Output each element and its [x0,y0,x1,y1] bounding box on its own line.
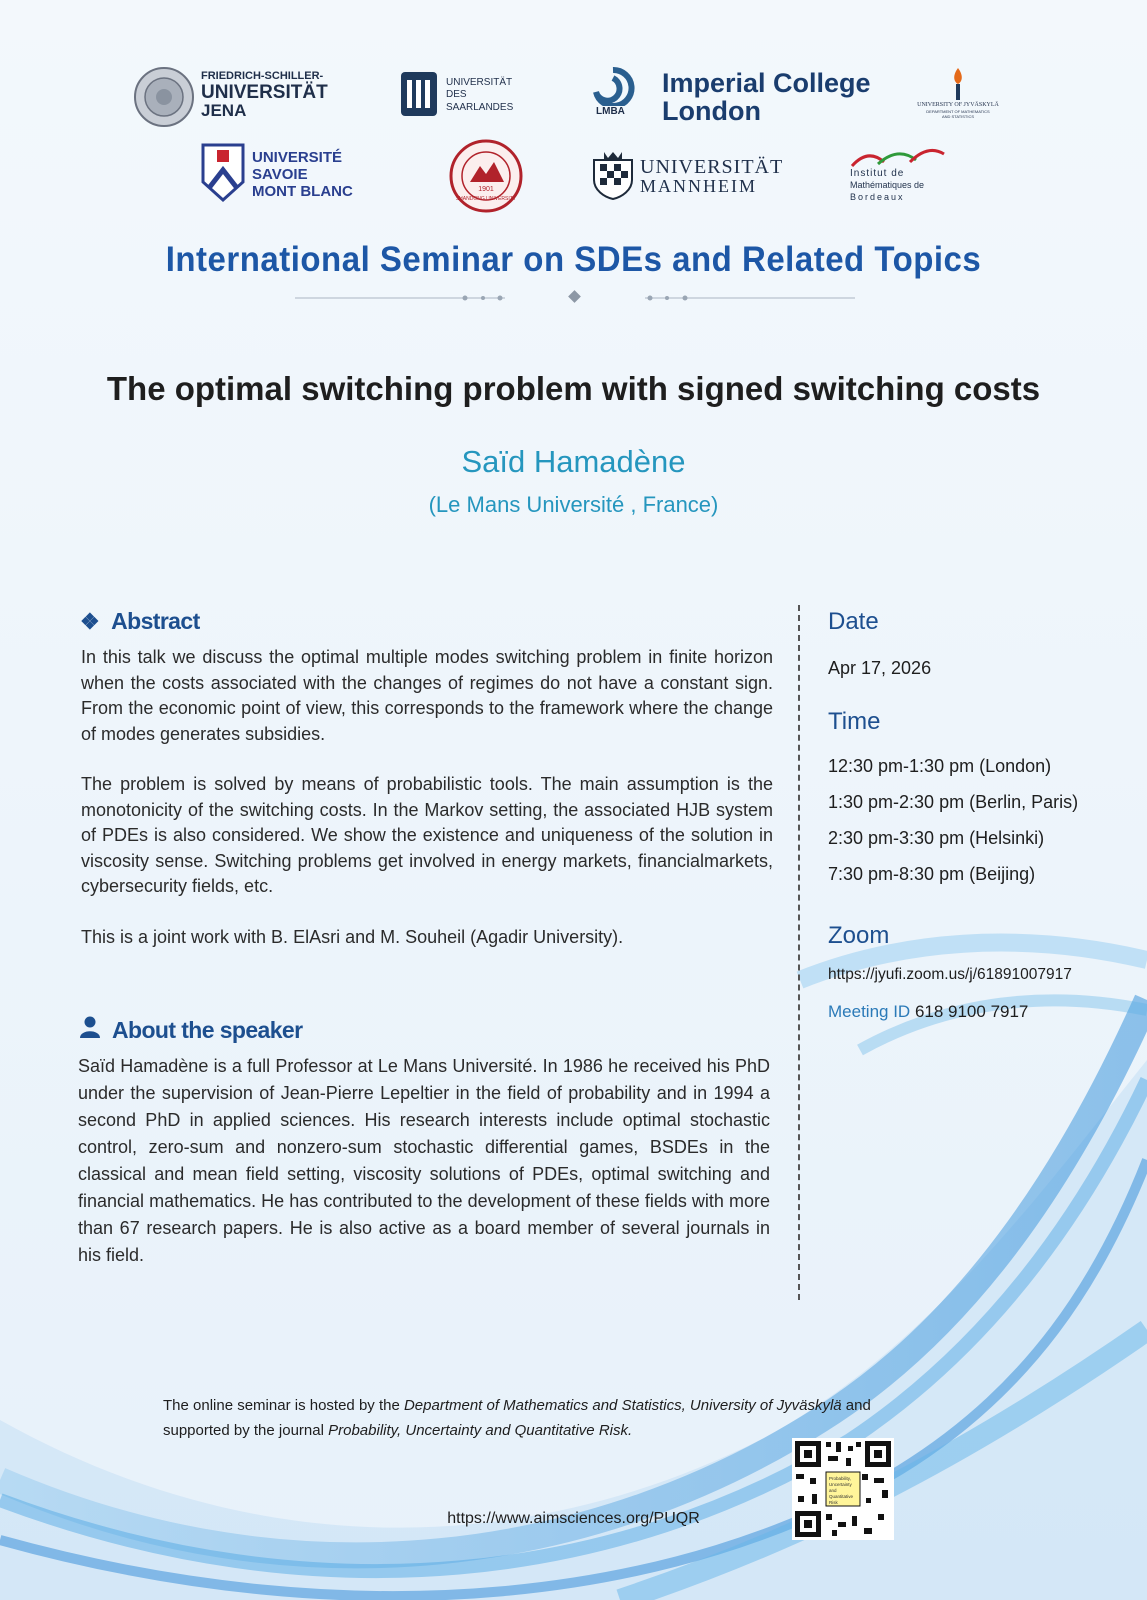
qr-caption-line-3: Quantitative Risk [829,1494,854,1505]
title-ornament-divider [295,290,855,306]
jyvaskyla-line-1: UNIVERSITY OF JYVÄSKYLÄ [917,102,999,108]
saarland-line-2: DES [446,89,467,100]
lmba-swirl-icon [588,66,638,106]
footer-host-department: Department of Mathematics and Statistics, University of Jyväskylä [403,1397,842,1414]
speaker-affiliation: (Le Mans Université , France) [428,492,719,517]
qr-caption-line-1: Probability, [829,1476,851,1481]
abstract-paragraph-2: The problem is solved by means of probabilistic tools. The main assumption is the monotonicity of the switching costs. In the Markov setting, the associated HJB system of PDEs is also considered. We show the existence and uniqueness of the solution in viscosity sense. Switching problems get involved in energy markets, financialmarkets, cybersecurity fields, etc. [81,774,773,896]
column-divider [798,605,800,1300]
savoie-shield-icon [200,142,246,204]
qr-caption-line-2: Uncertainty and [829,1482,852,1493]
mannheim-logo [590,150,800,202]
abstract-heading [80,608,200,635]
bordeaux-arcs-icon [848,144,948,168]
jena-line-3: JENA [201,101,247,120]
jena-line-1: FRIEDRICH-SCHILLER- [201,70,324,82]
about-paragraph: Saïd Hamadène is a full Professor at Le Mans Université. In 1986 he received his PhD under the supervision of Jean-Pierre Lepeltier in the field of probability and in 1994 a second PhD in applied sciences. His research interests include optimal stochastic control, zero-sum and nonzero-sum stochastic differential games, BSDEs in the classical and mean field setting, viscosity solutions of PDEs, optimal switching and financial mathematics. He has contributed to the development of these fields with more than 67 research papers. He is also active as a board member of several journals in his field. [78,1056,770,1265]
time-helsinki: 2:30 pm-3:30 pm (Helsinki) [828,828,1045,848]
journal-url-link[interactable]: https://www.aimsciences.org/PUQR [447,1510,700,1527]
seminar-title: International Seminar on SDEs and Related Topics [165,238,982,279]
zoom-url-link[interactable]: https://jyufi.zoom.us/j/61891007917 [828,966,1072,983]
saarland-line-1: UNIVERSITÄT [446,77,513,88]
time-beijing: 7:30 pm-8:30 pm (Beijing) [828,864,1036,884]
imperial-logo [662,68,872,124]
footer-line-1-suffix: and [841,1397,871,1414]
saarland-line-3: SAARLANDES [446,102,514,113]
lmba-logo [588,66,638,122]
bordeaux-line-2: Mathématiques de [850,180,925,190]
abstract-heading-label: Abstract [111,608,200,634]
mannheim-crest-icon [590,150,636,200]
savoie-line-3: MONT BLANC [252,183,353,200]
jyvaskyla-logo [908,62,1008,122]
savoie-line-2: SAVOIE [252,166,308,183]
savoie-line-1: UNIVERSITÉ [252,149,343,166]
time-london: 12:30 pm-1:30 pm (London) [828,756,1052,776]
meeting-id-label: Meeting ID [828,1002,911,1021]
abstract-paragraph-3: This is a joint work with B. ElAsri and M. Souheil (Agadir University). [81,927,624,947]
talk-title: The optimal switching problem with signed switching costs [106,370,1041,407]
mannheim-line-1: UNIVERSITÄT [640,156,784,178]
shandong-year: 1901 [478,186,494,193]
footer-credits [163,1393,993,1443]
jena-line-2: UNIVERSITÄT [201,82,328,103]
imperial-line-2: London [662,96,761,126]
torch-icon [908,62,1008,102]
footer-line-2-prefix: supported by the journal [163,1422,329,1439]
footer-line-1 [163,1393,993,1418]
shandong-seal-icon [448,138,524,214]
about-heading [80,1016,302,1044]
jena-logo [133,66,343,128]
date-value: Apr 17, 2026 [828,658,932,678]
jyvaskyla-line-2: DEPARTMENT OF MATHEMATICS [926,109,990,114]
date-heading: Date [828,608,879,635]
savoie-logo [200,142,380,206]
diamond-cluster-icon: ❖ [80,608,100,634]
saarland-crest-icon [398,68,440,120]
bordeaux-logo [848,144,948,206]
qr-caption [829,1476,859,1506]
footer-journal-name: Probability, Uncertainty and Quantitative Risk. [328,1422,633,1439]
time-heading: Time [828,708,881,735]
speaker-name: Saïd Hamadène [461,444,686,479]
time-berlin-paris: 1:30 pm-2:30 pm (Berlin, Paris) [828,792,1079,812]
jena-seal-icon [133,66,195,128]
meeting-id-value: 618 9100 7917 [914,1002,1029,1021]
mannheim-line-2: MANNHEIM [640,176,757,196]
bordeaux-line-1: Institut de [850,168,905,179]
about-heading-label: About the speaker [112,1016,303,1043]
meeting-id-row [828,1002,1028,1022]
bordeaux-line-3: Bordeaux [850,192,905,202]
zoom-heading: Zoom [828,922,890,949]
shandong-name: SHANDONG UNIVERSITY [455,196,517,202]
person-icon [80,1016,100,1044]
lmba-label: LMBA [596,106,625,117]
abstract-paragraph-1: In this talk we discuss the optimal multiple modes switching problem in finite horizon when the costs associated with the changes of regimes do not have a constant sign. From the economic point of view, this corresponds to the framework where the change of modes generates subsidies. [81,647,773,744]
saarland-logo [398,68,528,123]
footer-line-1-prefix: The online seminar is hosted by the [163,1397,404,1414]
jyvaskyla-line-3: AND STATISTICS [941,114,975,119]
shandong-logo [448,138,524,214]
imperial-line-1: Imperial College [662,68,871,98]
